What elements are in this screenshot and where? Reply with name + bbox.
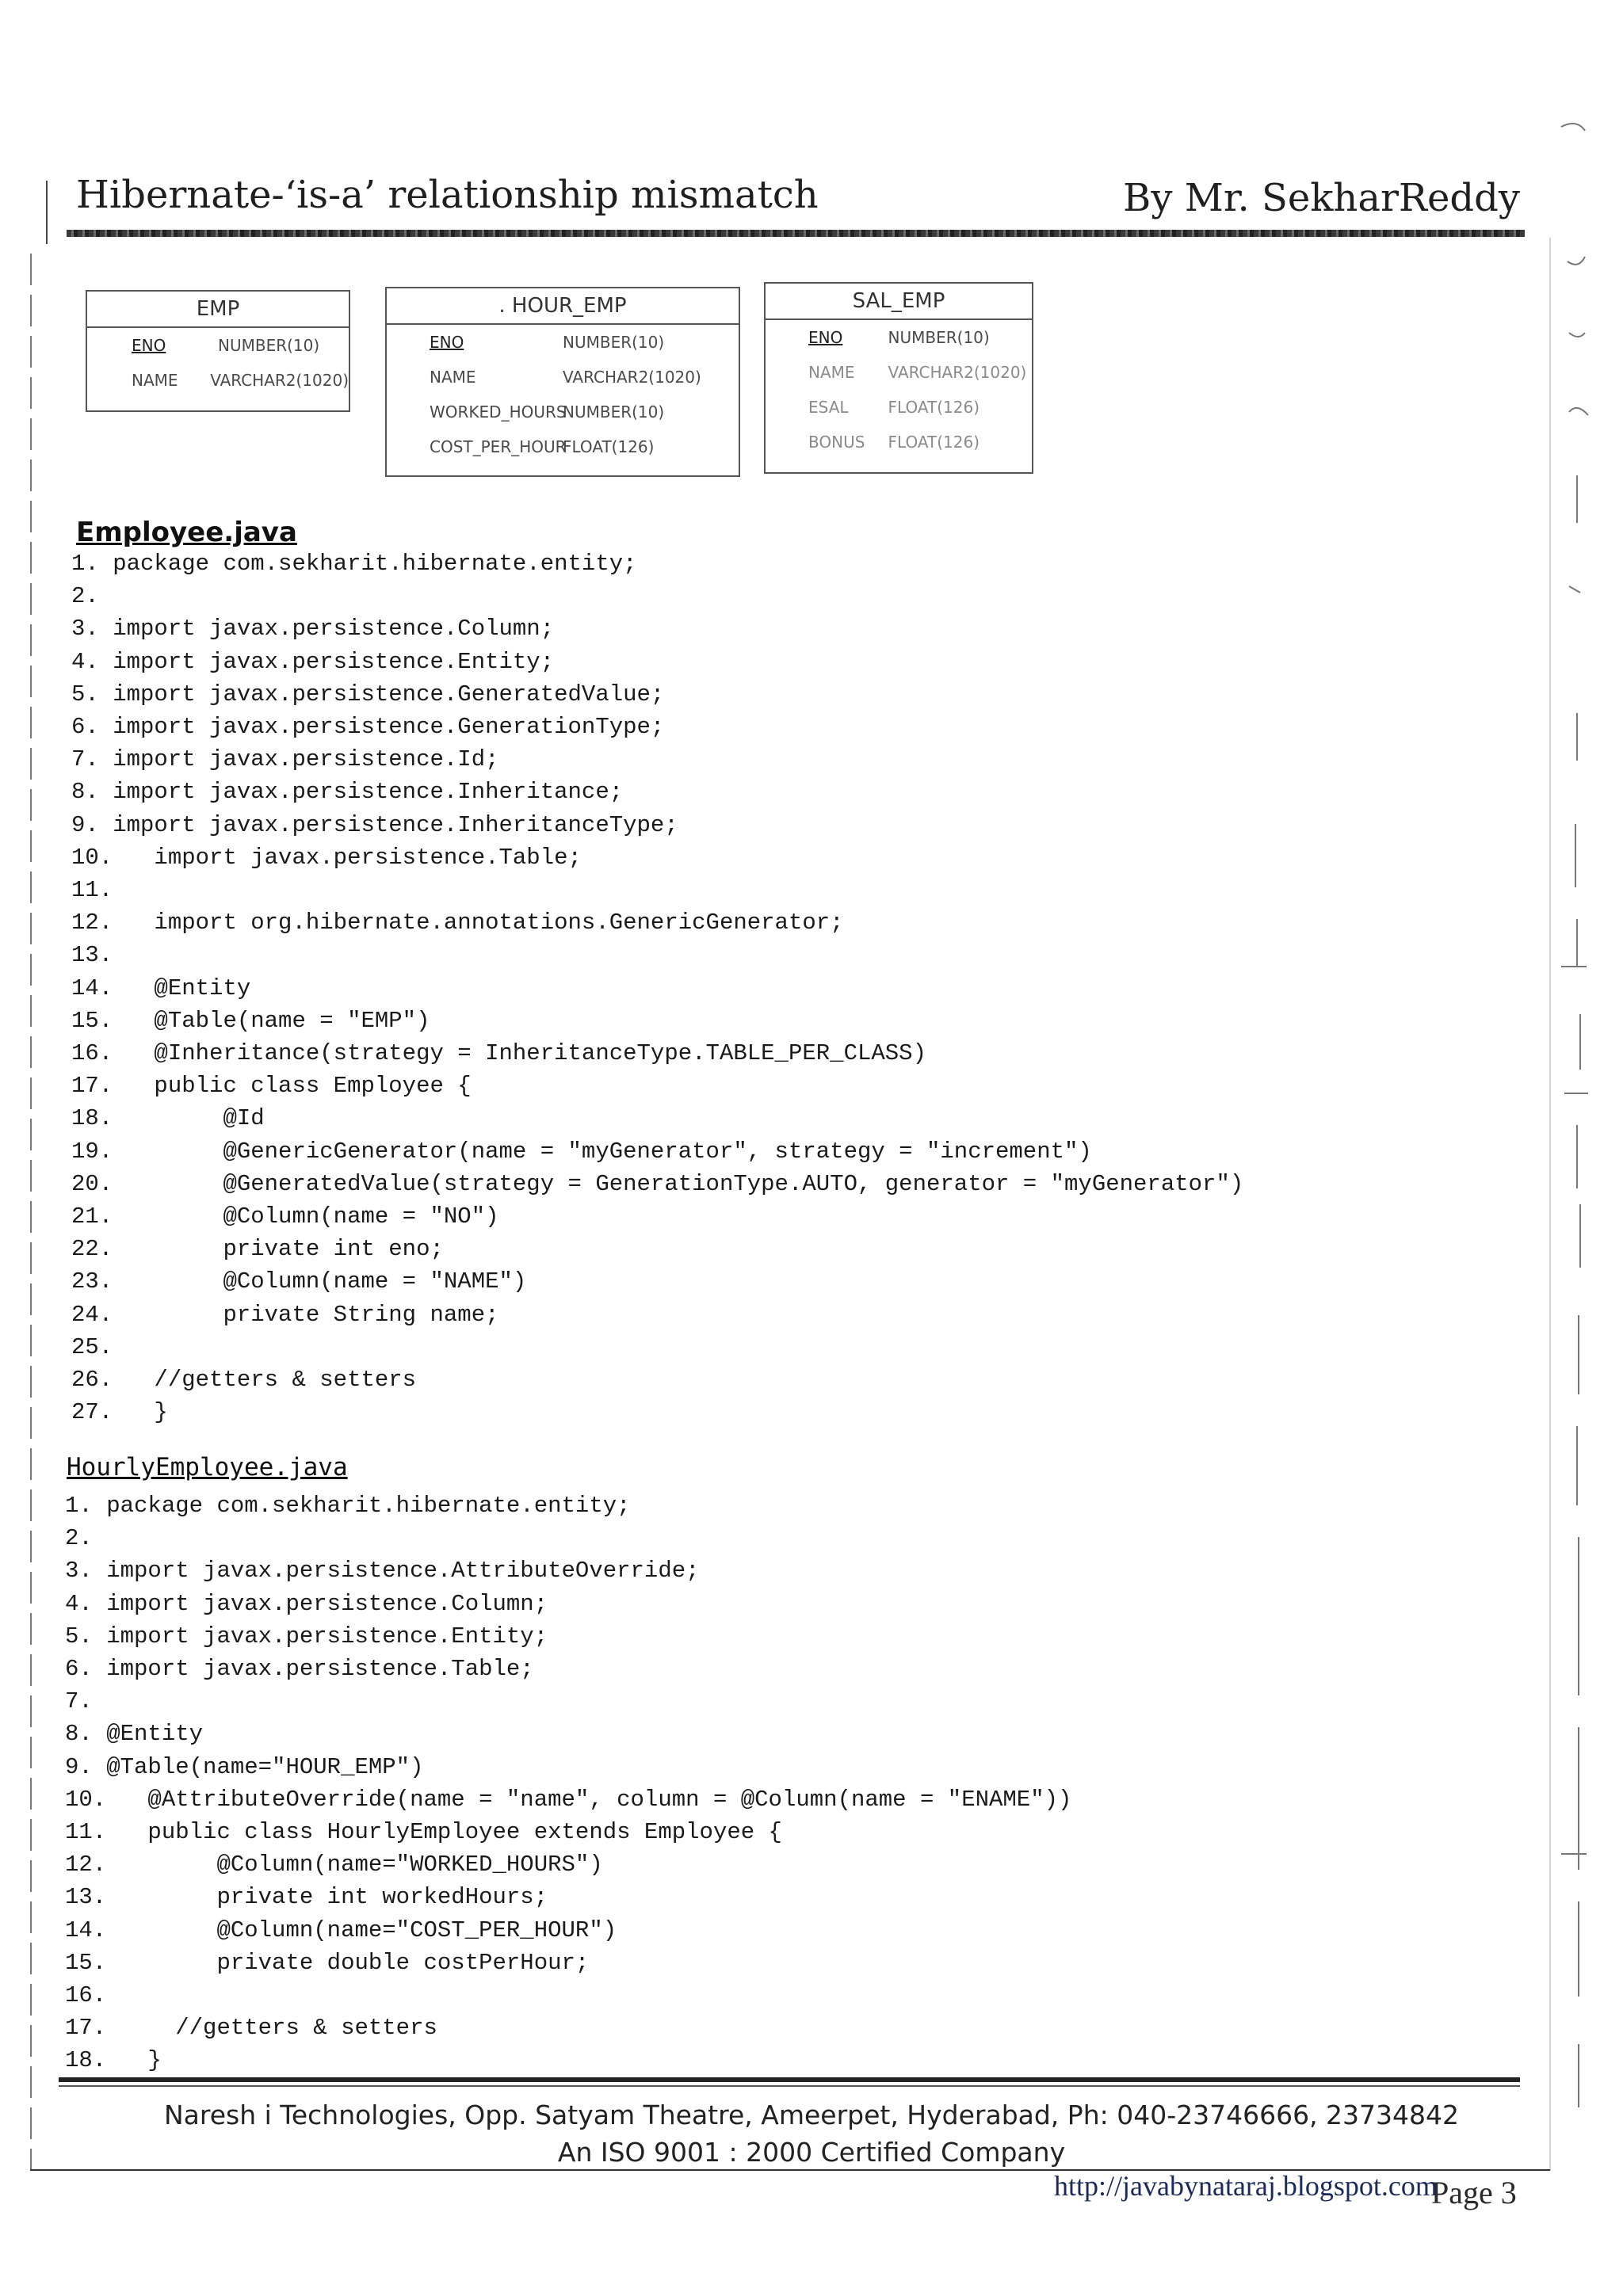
- code-line: [71, 1168, 1243, 1200]
- column-name: ENO: [430, 333, 464, 352]
- table-row: [766, 390, 1032, 425]
- line-number: 21.: [71, 1203, 113, 1230]
- column-type: NUMBER(10): [888, 328, 990, 347]
- code-line: [65, 1718, 203, 1750]
- footer-certification: An ISO 9001 : 2000 Certified Company: [557, 2137, 1066, 2168]
- code-text: import javax.persistence.GeneratedValue;: [98, 681, 665, 707]
- code-text: @Id: [113, 1105, 265, 1132]
- line-number: 7.: [65, 1688, 93, 1715]
- line-number: 1.: [71, 551, 99, 577]
- code-text: import javax.persistence.GenerationType;: [98, 714, 665, 740]
- code-text: import javax.persistence.InheritanceType;: [98, 811, 678, 838]
- code-text: private double costPerHour;: [106, 1949, 590, 1976]
- line-number: 2.: [65, 1525, 93, 1552]
- code-text: import javax.persistence.Column;: [92, 1590, 548, 1617]
- code-text: private int workedHours;: [106, 1884, 548, 1911]
- code-line: [71, 776, 623, 808]
- code-line: [65, 1947, 589, 1979]
- code-text: import javax.persistence.Entity;: [92, 1623, 548, 1650]
- code-line: [71, 906, 844, 939]
- line-number: 6.: [65, 1656, 93, 1682]
- code-line: [71, 1331, 113, 1363]
- table-hour-emp-title: . HOUR_EMP: [387, 288, 739, 325]
- code-line: [65, 2012, 437, 2044]
- column-name: ENO: [132, 336, 166, 355]
- code-text: import javax.persistence.Column;: [98, 616, 555, 643]
- code-text: import javax.persistence.Entity;: [98, 648, 555, 675]
- code-line: [71, 972, 250, 1005]
- code-text: @Column(name="WORKED_HOURS"): [106, 1852, 603, 1878]
- line-number: 9.: [71, 811, 99, 838]
- table-row: [766, 355, 1032, 390]
- line-number: 1.: [65, 1493, 93, 1519]
- code-line: [71, 1233, 444, 1265]
- table-row: [87, 363, 349, 398]
- line-number: 24.: [71, 1301, 113, 1328]
- code-line: [71, 1363, 416, 1396]
- code-text: @Table(name = "EMP"): [113, 1007, 430, 1034]
- line-number: 19.: [71, 1138, 113, 1165]
- line-number: 22.: [71, 1236, 113, 1263]
- code-text: private String name;: [113, 1301, 499, 1328]
- code-text: @Entity: [92, 1721, 204, 1748]
- line-number: 18.: [65, 2047, 107, 2074]
- hourly-employee-java-title: HourlyEmployee.java: [67, 1453, 348, 1482]
- code-text: import javax.persistence.Table;: [113, 844, 582, 871]
- table-row: [766, 425, 1032, 460]
- line-number: 17.: [65, 2015, 107, 2042]
- code-line: [65, 1653, 534, 1685]
- code-line: [65, 1751, 423, 1783]
- code-line: [71, 841, 582, 874]
- code-line: [71, 1070, 472, 1102]
- code-text: @AttributeOverride(name = "name", column = @Column(name = "ENAME")): [106, 1786, 1072, 1813]
- code-text: package com.sekharit.hibernate.entity;: [98, 551, 637, 577]
- code-text: import javax.persistence.Inheritance;: [98, 779, 624, 806]
- page-frame-left: [30, 254, 32, 2171]
- column-name: ESAL: [808, 398, 849, 417]
- code-line: [71, 874, 113, 906]
- table-row: [766, 320, 1032, 355]
- line-number: 18.: [71, 1105, 113, 1132]
- code-text: //getters & setters: [106, 2015, 437, 2042]
- column-name: NAME: [132, 371, 178, 390]
- code-line: [71, 939, 113, 971]
- line-number: 5.: [71, 681, 99, 707]
- column-name: NAME: [430, 368, 476, 387]
- line-number: 27.: [71, 1399, 113, 1426]
- line-number: 9.: [65, 1753, 93, 1780]
- page-header-title: Hibernate-‘is-a’ relationship mismatch: [76, 173, 819, 217]
- line-number: 6.: [71, 714, 99, 740]
- code-line: [65, 1522, 93, 1554]
- code-line: [71, 612, 554, 645]
- code-text: }: [113, 1399, 168, 1426]
- code-text: import javax.persistence.Table;: [92, 1656, 534, 1682]
- table-sal-emp: [764, 282, 1033, 474]
- line-number: 15.: [65, 1949, 107, 1976]
- column-type: FLOAT(126): [888, 398, 980, 417]
- code-text: @Column(name = "NAME"): [113, 1268, 527, 1295]
- column-name: ENO: [808, 328, 843, 347]
- line-number: 15.: [71, 1007, 113, 1034]
- code-line: [65, 1914, 617, 1947]
- header-divider: [67, 230, 1525, 237]
- code-line: [71, 646, 554, 678]
- line-number: 12.: [71, 910, 113, 936]
- code-text: public class HourlyEmployee extends Employee {: [106, 1819, 782, 1845]
- line-number: 11.: [71, 877, 113, 903]
- code-line: [65, 1620, 548, 1653]
- code-line: [71, 678, 664, 711]
- code-text: import javax.persistence.AttributeOverride;: [92, 1558, 700, 1585]
- table-emp-title: EMP: [87, 292, 349, 328]
- line-number: 16.: [71, 1040, 113, 1066]
- footer-divider-thin: [59, 2085, 1520, 2087]
- code-line: [65, 2044, 162, 2077]
- code-line: [71, 743, 499, 776]
- code-line: [71, 1005, 430, 1037]
- code-line: [71, 580, 99, 612]
- column-name: NAME: [808, 363, 855, 382]
- table-sal-emp-title: SAL_EMP: [766, 284, 1032, 320]
- column-type: FLOAT(126): [563, 437, 655, 456]
- code-text: @Table(name="HOUR_EMP"): [92, 1753, 424, 1780]
- line-number: 5.: [65, 1623, 93, 1650]
- line-number: 20.: [71, 1170, 113, 1197]
- line-number: 16.: [65, 1982, 107, 2008]
- line-number: 14.: [65, 1917, 107, 1943]
- code-text: //getters & setters: [113, 1367, 417, 1393]
- code-line: [71, 809, 678, 841]
- column-name: COST_PER_HOUR: [430, 437, 567, 456]
- table-row: [387, 360, 739, 395]
- code-text: public class Employee {: [113, 1073, 472, 1100]
- line-number: 13.: [65, 1884, 107, 1911]
- code-line: [65, 1588, 548, 1620]
- code-line: [65, 1554, 700, 1587]
- line-number: 4.: [71, 648, 99, 675]
- column-type: NUMBER(10): [563, 333, 665, 352]
- line-number: 26.: [71, 1367, 113, 1393]
- code-text: private int eno;: [113, 1236, 444, 1263]
- code-text: package com.sekharit.hibernate.entity;: [92, 1493, 631, 1519]
- code-text: @GenericGenerator(name = "myGenerator", strategy = "increment"): [113, 1138, 1092, 1165]
- footer-address: Naresh i Technologies, Opp. Satyam Theatre, Ameerpet, Hyderabad, Ph: 040-23746666, 23734842: [163, 2100, 1460, 2130]
- scan-edge-marks: [1545, 32, 1593, 2250]
- column-type: NUMBER(10): [563, 402, 665, 421]
- code-line: [65, 1848, 603, 1881]
- column-type: VARCHAR2(1020): [210, 371, 349, 390]
- line-number: 12.: [65, 1852, 107, 1878]
- code-line: [65, 1685, 93, 1718]
- employee-java-title: Employee.java: [76, 517, 297, 548]
- column-type: VARCHAR2(1020): [888, 363, 1027, 382]
- table-row: [387, 429, 739, 464]
- page-number: Page 3: [1431, 2175, 1517, 2210]
- line-number: 3.: [65, 1558, 93, 1585]
- code-line: [71, 1396, 168, 1428]
- blog-url-link[interactable]: http://javabynataraj.blogspot.com: [1054, 2170, 1438, 2202]
- column-name: BONUS: [808, 433, 865, 452]
- line-number: 17.: [71, 1073, 113, 1100]
- code-text: @Column(name = "NO"): [113, 1203, 499, 1230]
- code-line: [71, 1135, 1092, 1168]
- column-type: NUMBER(10): [218, 336, 320, 355]
- table-row: [387, 395, 739, 429]
- line-number: 11.: [65, 1819, 107, 1845]
- code-line: [71, 711, 664, 743]
- line-number: 10.: [65, 1786, 107, 1813]
- column-type: VARCHAR2(1020): [563, 368, 701, 387]
- code-text: @Entity: [113, 974, 251, 1001]
- code-line: [65, 1979, 106, 2012]
- line-number: 10.: [71, 844, 113, 871]
- code-text: }: [106, 2047, 162, 2074]
- line-number: 14.: [71, 974, 113, 1001]
- table-row: [87, 328, 349, 363]
- line-number: 8.: [71, 779, 99, 806]
- footer-divider: [59, 2077, 1520, 2082]
- code-line: [71, 547, 637, 580]
- code-line: [71, 1299, 499, 1331]
- code-line: [71, 1037, 926, 1070]
- line-number: 25.: [71, 1333, 113, 1360]
- page-header-author: By Mr. SekharReddy: [1123, 176, 1520, 220]
- code-line: [65, 1881, 548, 1913]
- code-line: [65, 1783, 1071, 1816]
- line-number: 23.: [71, 1268, 113, 1295]
- code-line: [65, 1816, 782, 1848]
- column-name: WORKED_HOURS: [430, 402, 567, 421]
- frame-corner: [46, 181, 48, 244]
- table-row: [387, 325, 739, 360]
- line-number: 13.: [71, 942, 113, 969]
- line-number: 4.: [65, 1590, 93, 1617]
- line-number: 8.: [65, 1721, 93, 1748]
- code-line: [71, 1200, 499, 1233]
- code-text: import org.hibernate.annotations.GenericGenerator;: [113, 910, 844, 936]
- code-text: @GeneratedValue(strategy = GenerationType.AUTO, generator = "myGenerator"): [113, 1170, 1244, 1197]
- code-line: [71, 1265, 526, 1298]
- code-text: import javax.persistence.Id;: [98, 746, 499, 773]
- line-number: 3.: [71, 616, 99, 643]
- code-text: @Column(name="COST_PER_HOUR"): [106, 1917, 617, 1943]
- code-line: [71, 1102, 265, 1135]
- line-number: 7.: [71, 746, 99, 773]
- column-type: FLOAT(126): [888, 433, 980, 452]
- line-number: 2.: [71, 583, 99, 610]
- table-emp: [86, 290, 350, 412]
- table-hour-emp: [385, 287, 740, 477]
- code-text: @Inheritance(strategy = InheritanceType.TABLE_PER_CLASS): [113, 1040, 926, 1066]
- code-line: [65, 1489, 631, 1522]
